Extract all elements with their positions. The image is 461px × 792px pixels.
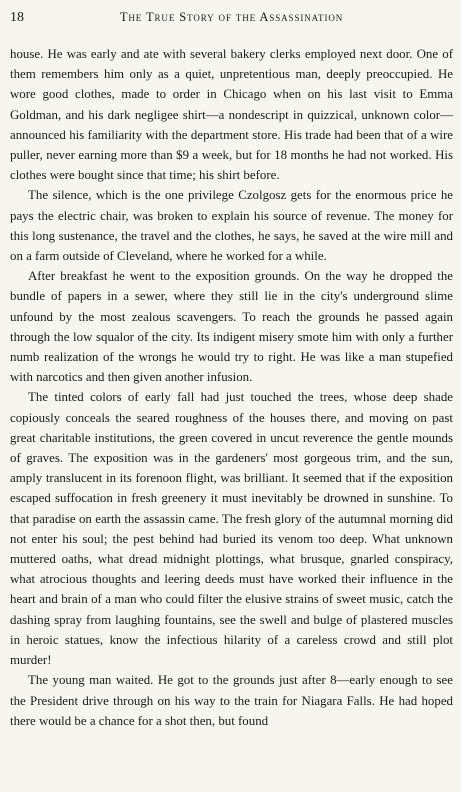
running-head: The True Story of the Assassination bbox=[119, 10, 344, 24]
paragraph: The silence, which is the one privilege Czolgosz gets for the enormous price he pays the electric chair, was broken to explain his source of revenue. The money for this long sustenance, the travel and the clothes, he says, he saved at the wire mill and on a farm outside of Cleveland, where he worked for a while. bbox=[10, 188, 453, 264]
body-text bbox=[10, 44, 453, 731]
paragraph: The tinted colors of early fall had just touched the trees, whose deep shade copiously conceals the seared roughness of the houses there, and moving on past great charitable institutions, the green covered in uncut reverence the gentle mounds of graves. The exposition was in the gardeners' most gorgeous trim, and the sun, amply translucent in its forenoon flight, was brilliant. It seemed that if the exposition escaped suffocation in fresh greenery it must inevitably be drowned in sunshine. To that paradise on earth the assassin came. The fresh glory of the autumnal morning did not enter his soul; the pest behind had buried its venom too deep. What unknown muttered oaths, what dread midnight plottings, what brusque, gnarled conspiracy, what atrocious thoughts and leering deeds must have worked their influence in the heart and brain of a man who could filter the elusive strains of sweet music, catch the dashing spray from laughing fountains, see the swell and bulge of plastered muscles in heroic statues, know the infectious hilarity of a careless crowd and still plot murder! bbox=[10, 390, 453, 668]
paragraph: house. He was early and ate with several bakery clerks employed next door. One of them remembers him only as a quiet, unpretentious man, deeply preoccupied. He wore good clothes, made to order in Chicago when on his last visit to Emma Goldman, and his dark negligee shirt—a nondescript in quizzical, unknown color—announced his familiarity with the department store. His trade had been that of a wire puller, never earning more than $9 a week, but for 18 months he had not worked. His clothes were bought since that time; his shirt before. bbox=[10, 47, 453, 183]
paragraph: The young man waited. He got to the grounds just after 8—early enough to see the President drive through on his way to the train for Niagara Falls. He had hoped there would be a chance for a shot then, but found bbox=[10, 673, 453, 728]
page-number: 18 bbox=[10, 10, 24, 25]
paragraph: After breakfast he went to the exposition grounds. On the way he dropped the bundle of papers in a sewer, where they still lie in the city's underground slime unfound by the most zealous scavengers. To reach the grounds he passed again through the low squalor of the city. Its indigent misery smote him with only a further numb realization of the wrongs he would try to right. He was like a man stupefied with narcotics and then given another infusion. bbox=[10, 269, 453, 385]
page-header bbox=[10, 10, 453, 30]
